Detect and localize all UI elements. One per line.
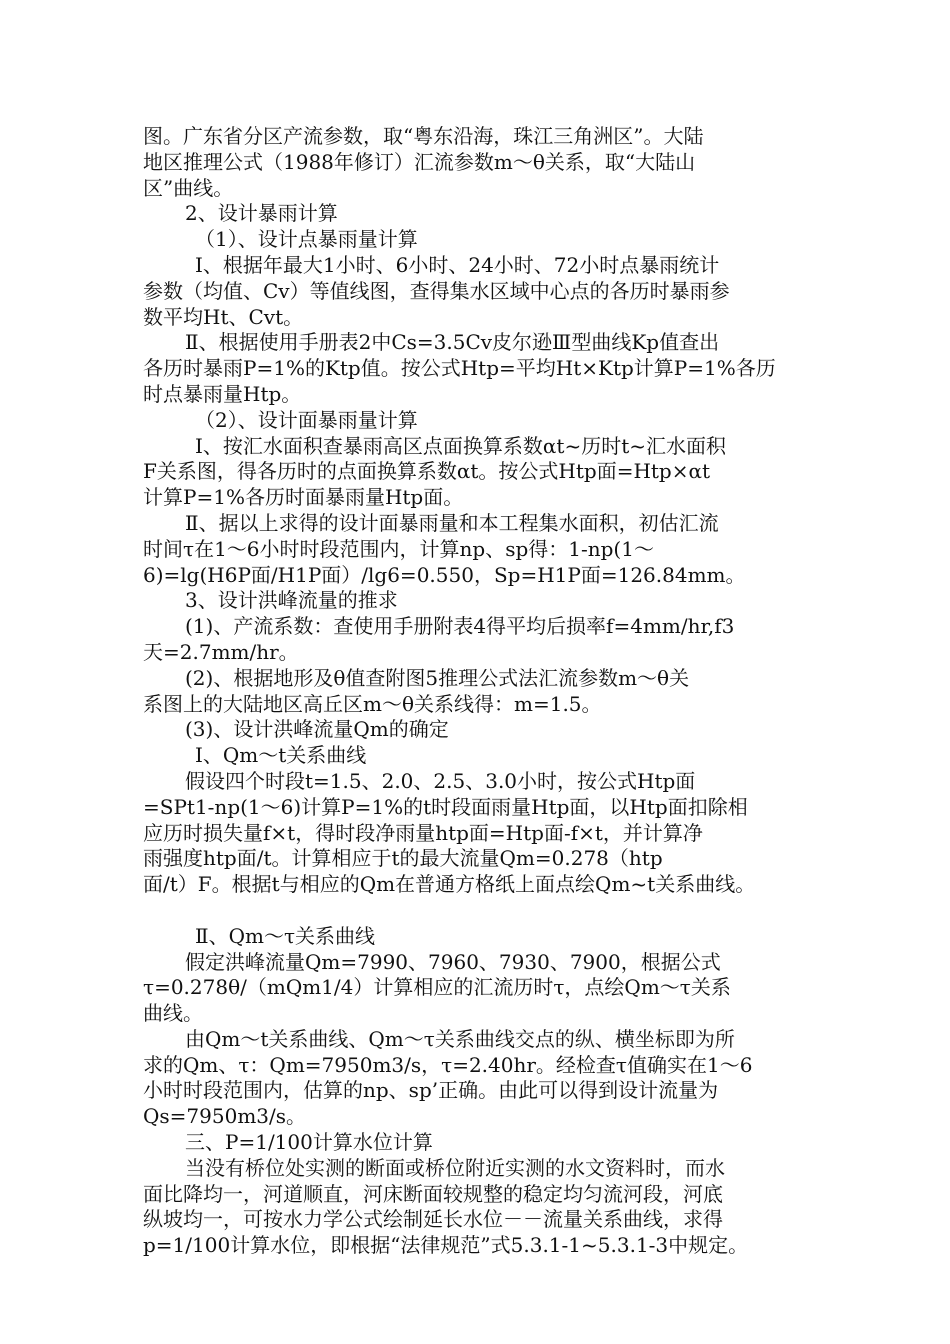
- text-line: (2)、根据地形及θ值查附图5推理公式法汇流参数m～θ关: [185, 665, 690, 690]
- text-line: 雨强度htp面/t。计算相应于t的最大流量Qm=0.278（htp: [143, 846, 663, 871]
- text-line: 地区推理公式（1988年修订）汇流参数m～θ关系，取“大陆山: [143, 149, 696, 174]
- text-line: （2）、设计面暴雨量计算: [195, 407, 418, 432]
- text-line: 当没有桥位处实测的断面或桥位附近实测的水文资料时，而水: [185, 1155, 725, 1180]
- text-line: 时间τ在1～6小时时段范围内，计算np、sp得：1-np(1～: [143, 536, 654, 561]
- text-line: (1)、产流系数：查使用手册附表4得平均后损率f=4mm/hr,f3: [185, 614, 735, 639]
- text-line: 求的Qm、τ：Qm=7950m3/s，τ=2.40hr。经检查τ值确实在1～6: [143, 1052, 753, 1077]
- text-line: 由Qm～t关系曲线、Qm～τ关系曲线交点的纵、横坐标即为所: [185, 1026, 735, 1051]
- text-line: 三、P=1/100计算水位计算: [185, 1130, 433, 1155]
- text-line: 假设四个时段t=1.5、2.0、2.5、3.0小时，按公式Htp面: [185, 768, 696, 793]
- text-line: 2、设计暴雨计算: [185, 201, 338, 226]
- text-line: (3)、设计洪峰流量Qm的确定: [185, 717, 449, 742]
- text-line: Ⅰ、按汇水面积查暴雨高区点面换算系数αt~历时t~汇水面积: [195, 433, 726, 458]
- text-line: 数平均Ht、Cvt。: [143, 304, 304, 329]
- text-line: τ=0.278θ/（mQm1/4）计算相应的汇流历时τ，点绘Qm～τ关系: [143, 975, 731, 1000]
- text-line: Ⅱ、根据使用手册表2中Cs=3.5Cv皮尔逊Ⅲ型曲线Kp值查出: [185, 330, 720, 355]
- text-line: Ⅰ、Qm～t关系曲线: [195, 743, 367, 768]
- text-line: F关系图，得各历时的点面换算系数αt。按公式Htp面=Htp×αt: [143, 459, 711, 484]
- text-line: 各历时暴雨P=1%的Ktp值。按公式Htp=平均Ht×Ktp计算P=1%各历: [143, 356, 776, 381]
- text-line: p=1/100计算水位，即根据“法律规范”式5.3.1-1~5.3.1-3中规定。: [143, 1233, 749, 1258]
- text-line: 区”曲线。: [143, 175, 234, 200]
- text-line: 纵坡均一，可按水力学公式绘制延长水位－－流量关系曲线，求得: [143, 1207, 723, 1232]
- text-line: 面比降均一，河道顺直，河床断面较规整的稳定均匀流河段，河底: [143, 1181, 723, 1206]
- text-line: Qs=7950m3/s。: [143, 1104, 307, 1129]
- text-line: 曲线。: [143, 1001, 203, 1026]
- text-line: 系图上的大陆地区高丘区m～θ关系线得：m=1.5。: [143, 691, 602, 716]
- document-body: [143, 124, 823, 1259]
- text-line: 6)=lg(H6P面/H1P面）/lg6=0.550，Sp=H1P面=126.84mm。: [143, 562, 746, 587]
- text-line: 小时时段范围内，估算的np、sp’正确。由此可以得到设计流量为: [143, 1078, 719, 1103]
- text-line: Ⅱ、Qm～τ关系曲线: [195, 923, 376, 948]
- text-line: 计算P=1%各历时面暴雨量Htp面。: [143, 485, 464, 510]
- text-line: 图。广东省分区产流参数，取“粤东沿海，珠江三角洲区”。大陆: [143, 124, 704, 148]
- text-line: 应历时损失量f×t，得时段净雨量htp面=Htp面-f×t，并计算净: [143, 820, 703, 845]
- text-line: 面/t）F。根据t与相应的Qm在普通方格纸上面点绘Qm~t关系曲线。: [143, 872, 756, 897]
- blank-line: [143, 898, 823, 924]
- text-line: 参数（均值、Cv）等值线图，查得集水区域中心点的各历时暴雨参: [143, 278, 730, 303]
- text-line: （1）、设计点暴雨量计算: [195, 227, 418, 252]
- text-line: =SPt1-np(1～6)计算P=1%的t时段面雨量Htp面，以Htp面扣除相: [143, 794, 748, 819]
- text-line: Ⅰ、根据年最大1小时、6小时、24小时、72小时点暴雨统计: [195, 252, 720, 277]
- text-line: 假定洪峰流量Qm=7990、7960、7930、7900，根据公式: [185, 949, 721, 974]
- text-line: 3、设计洪峰流量的推求: [185, 588, 398, 613]
- text-line: Ⅱ、据以上求得的设计面暴雨量和本工程集水面积，初估汇流: [185, 510, 719, 535]
- text-line: 天=2.7mm/hr。: [143, 639, 299, 664]
- text-line: 时点暴雨量Htp。: [143, 381, 302, 406]
